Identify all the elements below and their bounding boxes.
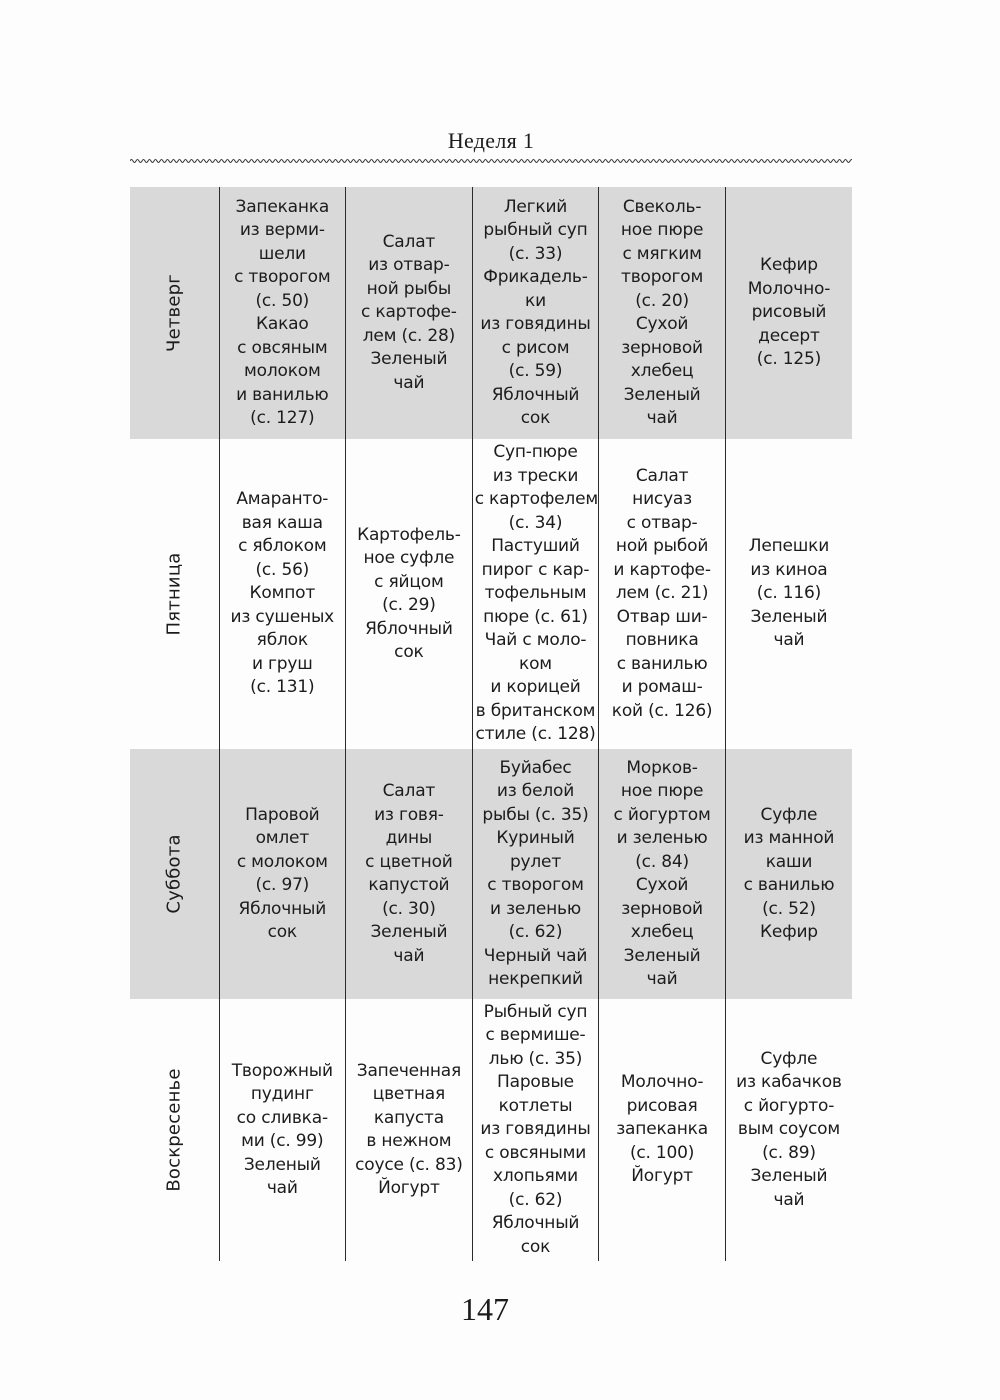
meal-line: ки: [525, 290, 546, 311]
meal-line: и груш: [252, 653, 313, 674]
meal-line: лем (с. 28): [362, 325, 456, 346]
meal-line: дины: [385, 828, 433, 848]
meal-line: из киноа: [750, 559, 828, 580]
meal-line: некрепкий: [488, 969, 583, 989]
meal-line: из говядины: [480, 1119, 591, 1140]
meal-cell: [219, 439, 346, 749]
meal-line: цветная: [372, 1084, 446, 1104]
meal-line: и ромаш-: [621, 677, 703, 698]
day-label: Пятница: [163, 552, 185, 636]
meal-line: с молоком: [236, 851, 328, 872]
meal-line: Зеленый: [370, 349, 448, 370]
meal-line: и картофе-: [613, 559, 711, 580]
meal-line: с овсяным: [237, 337, 328, 358]
meal-line: Яблочный: [365, 618, 453, 639]
meal-line: Суфле: [760, 1048, 818, 1069]
meal-line: с творогом: [234, 267, 331, 287]
meal-line: рисовая: [626, 1095, 698, 1116]
meal-line: с овсяными: [484, 1142, 587, 1163]
meal-line: Зеленый: [750, 606, 828, 627]
meal-line: с вермише-: [485, 1025, 586, 1046]
meal-line: капустой: [368, 875, 450, 895]
meal-line: в британском: [475, 700, 596, 721]
meal-line: вая каша: [241, 512, 323, 533]
meal-cell: [599, 999, 726, 1261]
meal-line: с цветной: [365, 851, 453, 872]
meal-line: пудинг: [250, 1084, 314, 1104]
meal-line: шели: [258, 243, 306, 264]
meal-line: (с. 33): [508, 243, 563, 264]
meal-line: запеканка: [616, 1119, 708, 1140]
meal-line: Морков-: [626, 757, 698, 778]
day-cell: [130, 439, 219, 749]
meal-line: (с. 56): [255, 559, 310, 580]
meal-line: Буйабес: [499, 757, 572, 778]
meal-line: рыбный суп: [483, 220, 588, 240]
meal-line: с мягким: [622, 243, 702, 264]
meal-line: Куриный: [496, 828, 575, 848]
meal-line: и зеленью: [616, 828, 708, 848]
meal-line: Творожный: [231, 1060, 333, 1081]
meal-line: Зеленый: [243, 1154, 321, 1175]
meal-cell: [346, 749, 473, 999]
meal-line: чай: [773, 1189, 805, 1210]
meal-line: из сушеных: [230, 606, 335, 627]
meal-cell: [346, 999, 473, 1261]
meal-cell: [346, 439, 473, 749]
meal-line: Лепешки: [748, 536, 830, 557]
meal-cell: [599, 187, 726, 439]
meal-line: ное пюре: [620, 220, 704, 240]
meal-line: соусе (с. 83): [355, 1154, 463, 1175]
meal-line: Йогурт: [631, 1166, 693, 1187]
meal-line: сок: [520, 1236, 551, 1257]
meal-cell: [472, 439, 599, 749]
meal-line: Сухой: [635, 314, 689, 334]
meal-line: в нежном: [366, 1131, 452, 1151]
meal-line: чай: [393, 945, 425, 966]
meal-line: ной рыбы: [366, 278, 452, 299]
meal-line: (с. 20): [635, 290, 689, 311]
meal-line: Кефир: [759, 255, 818, 276]
header-title: Неделя 1: [447, 128, 535, 153]
meal-line: (с. 125): [756, 349, 822, 370]
meal-line: с картофе-: [361, 302, 457, 323]
meal-line: (с. 29): [382, 595, 436, 615]
meal-cell: [599, 749, 726, 999]
meal-cell: [472, 749, 599, 999]
meal-line: рыбы (с. 35): [482, 804, 589, 825]
meal-line: сок: [394, 642, 424, 662]
meal-line: Компот: [249, 583, 316, 604]
meal-line: повника: [625, 630, 699, 651]
meal-cell: [219, 749, 346, 999]
meal-line: Молочно-: [620, 1072, 704, 1093]
meal-line: Паровые: [497, 1072, 574, 1093]
meal-line: Зеленый: [750, 1166, 828, 1187]
meal-line: Амаранто-: [236, 489, 329, 510]
menu-row: [130, 749, 852, 999]
meal-line: Черный чай: [483, 945, 588, 966]
meal-line: Кефир: [759, 922, 818, 942]
day-cell: [130, 999, 219, 1261]
meal-line: Свеколь-: [622, 196, 702, 217]
meal-line: нисуаз: [632, 489, 692, 510]
meal-line: с отвар-: [626, 512, 698, 533]
meal-line: котлеты: [498, 1095, 573, 1116]
meal-line: Йогурт: [378, 1178, 440, 1198]
meal-line: Молочно-: [747, 278, 831, 299]
meal-cell: [725, 439, 852, 749]
meal-line: (с. 89): [762, 1142, 816, 1163]
meal-line: лью (с. 35): [488, 1048, 583, 1069]
meal-line: с йогуртом: [613, 804, 711, 825]
page-number: 147: [461, 1291, 509, 1327]
meal-line: и корицей: [490, 677, 581, 698]
meal-line: стиле (с. 128): [475, 724, 596, 745]
meal-line: (с. 52): [762, 898, 816, 919]
meal-line: сок: [520, 408, 551, 428]
meal-line: Салат: [382, 781, 436, 801]
menu-row: [130, 999, 852, 1261]
meal-line: с йогурто-: [743, 1095, 835, 1116]
meal-line: (с. 97): [255, 875, 310, 895]
menu-row: [130, 187, 852, 439]
meal-line: Какао: [256, 314, 309, 334]
meal-line: Картофель-: [357, 524, 461, 545]
meal-line: молоком: [244, 361, 321, 381]
meal-line: каши: [765, 851, 813, 872]
meal-line: Паровой: [245, 804, 320, 825]
meal-line: (с. 84): [635, 851, 689, 872]
day-label: Воскресенье: [163, 1068, 185, 1192]
meal-line: ной рыбой: [615, 536, 709, 557]
meal-line: хлопьями: [493, 1166, 578, 1187]
meal-line: тофельным: [484, 583, 587, 604]
meal-line: Рыбный суп: [483, 1001, 588, 1022]
meal-line: хлебец: [630, 361, 694, 381]
day-label: Суббота: [163, 834, 185, 914]
meal-line: с творогом: [487, 875, 584, 895]
meal-line: (с. 34): [508, 512, 563, 533]
meal-line: Зеленый: [370, 922, 448, 942]
meal-cell: [219, 999, 346, 1261]
meal-line: чай: [773, 630, 805, 651]
meal-line: Салат: [635, 465, 689, 486]
meal-line: творогом: [621, 267, 704, 287]
meal-line: из манной: [743, 828, 835, 848]
meal-line: и ванилью: [236, 384, 329, 405]
meal-line: из говядины: [480, 314, 591, 334]
meal-line: с яблоком: [238, 536, 327, 557]
meal-line: ное суфле: [363, 548, 455, 568]
meal-line: из говя-: [374, 804, 444, 825]
meal-line: Суфле: [760, 804, 818, 825]
meal-cell: [472, 999, 599, 1261]
meal-line: с рисом: [501, 337, 570, 358]
meal-line: со сливка-: [236, 1107, 328, 1128]
meal-cell: [725, 187, 852, 439]
meal-cell: [599, 439, 726, 749]
day-cell: [130, 749, 219, 999]
meal-line: (с. 100): [629, 1142, 695, 1163]
meal-cell: [346, 187, 473, 439]
meal-line: пирог с кар-: [481, 559, 590, 580]
meal-cell: [725, 749, 852, 999]
meal-line: хлебец: [630, 922, 694, 942]
meal-line: Яблочный: [238, 898, 327, 919]
meal-line: пюре (с. 61): [483, 606, 588, 627]
meal-line: ми (с. 99): [241, 1131, 324, 1151]
day-cell: [130, 187, 219, 439]
meal-line: Запеканка: [235, 196, 330, 217]
running-header: [130, 128, 852, 165]
meal-line: (с. 59): [508, 361, 563, 381]
meal-cell: [725, 999, 852, 1261]
header-wavy-rule: [130, 157, 852, 165]
meal-line: вым соусом: [737, 1119, 840, 1140]
meal-cell: [219, 187, 346, 439]
meal-line: (с. 50): [255, 290, 310, 311]
meal-line: омлет: [255, 828, 310, 848]
meal-line: зерновой: [621, 898, 703, 919]
weekly-menu-table: [130, 187, 852, 1261]
meal-line: из трески: [492, 465, 579, 486]
meal-line: Чай с моло-: [484, 630, 587, 651]
meal-line: с ванилью: [743, 875, 835, 895]
meal-line: чай: [266, 1178, 298, 1198]
meal-line: (с. 30): [382, 898, 436, 919]
meal-line: из верми-: [239, 220, 325, 240]
meal-line: Легкий: [503, 196, 568, 217]
day-label: Четверг: [163, 274, 185, 352]
meal-line: Сухой: [635, 875, 689, 895]
meal-line: чай: [393, 372, 425, 393]
meal-line: ное пюре: [620, 781, 704, 801]
meal-line: Яблочный: [491, 384, 580, 405]
meal-line: из отвар-: [368, 255, 450, 276]
meal-line: капуста: [373, 1107, 444, 1128]
meal-line: с картофелем: [474, 489, 598, 510]
meal-line: (с. 62): [508, 1189, 563, 1210]
meal-line: и зеленью: [490, 898, 581, 919]
meal-line: с ванилью: [616, 653, 708, 674]
meal-line: чай: [646, 408, 678, 428]
meal-line: яблок: [256, 630, 308, 651]
meal-line: Зеленый: [623, 945, 701, 966]
meal-line: Фрикадель-: [483, 267, 588, 287]
meal-line: Отвар ши-: [616, 606, 708, 627]
meal-line: из кабачков: [736, 1072, 842, 1093]
meal-line: (с. 127): [250, 408, 315, 428]
meal-line: рулет: [509, 851, 562, 872]
meal-line: Яблочный: [491, 1213, 580, 1234]
meal-line: (с. 131): [250, 677, 315, 698]
meal-line: ком: [519, 653, 552, 674]
meal-line: Суп-пюре: [493, 442, 578, 463]
meal-line: Запеченная: [356, 1060, 462, 1081]
meal-line: (с. 62): [508, 922, 563, 942]
meal-cell: [472, 187, 599, 439]
meal-line: лем (с. 21): [615, 583, 709, 604]
meal-line: десерт: [758, 325, 820, 346]
meal-line: Салат: [382, 231, 436, 252]
meal-line: с яйцом: [374, 571, 444, 592]
meal-line: Пастуший: [491, 536, 580, 557]
meal-line: кой (с. 126): [611, 700, 713, 721]
meal-line: рисовый: [751, 302, 827, 323]
meal-line: (с. 116): [756, 583, 822, 604]
meal-line: из белой: [496, 781, 575, 801]
meal-line: сок: [267, 922, 297, 942]
meal-line: зерновой: [621, 337, 703, 358]
meal-line: Зеленый: [623, 384, 701, 405]
menu-row: [130, 439, 852, 749]
meal-line: чай: [646, 969, 678, 989]
